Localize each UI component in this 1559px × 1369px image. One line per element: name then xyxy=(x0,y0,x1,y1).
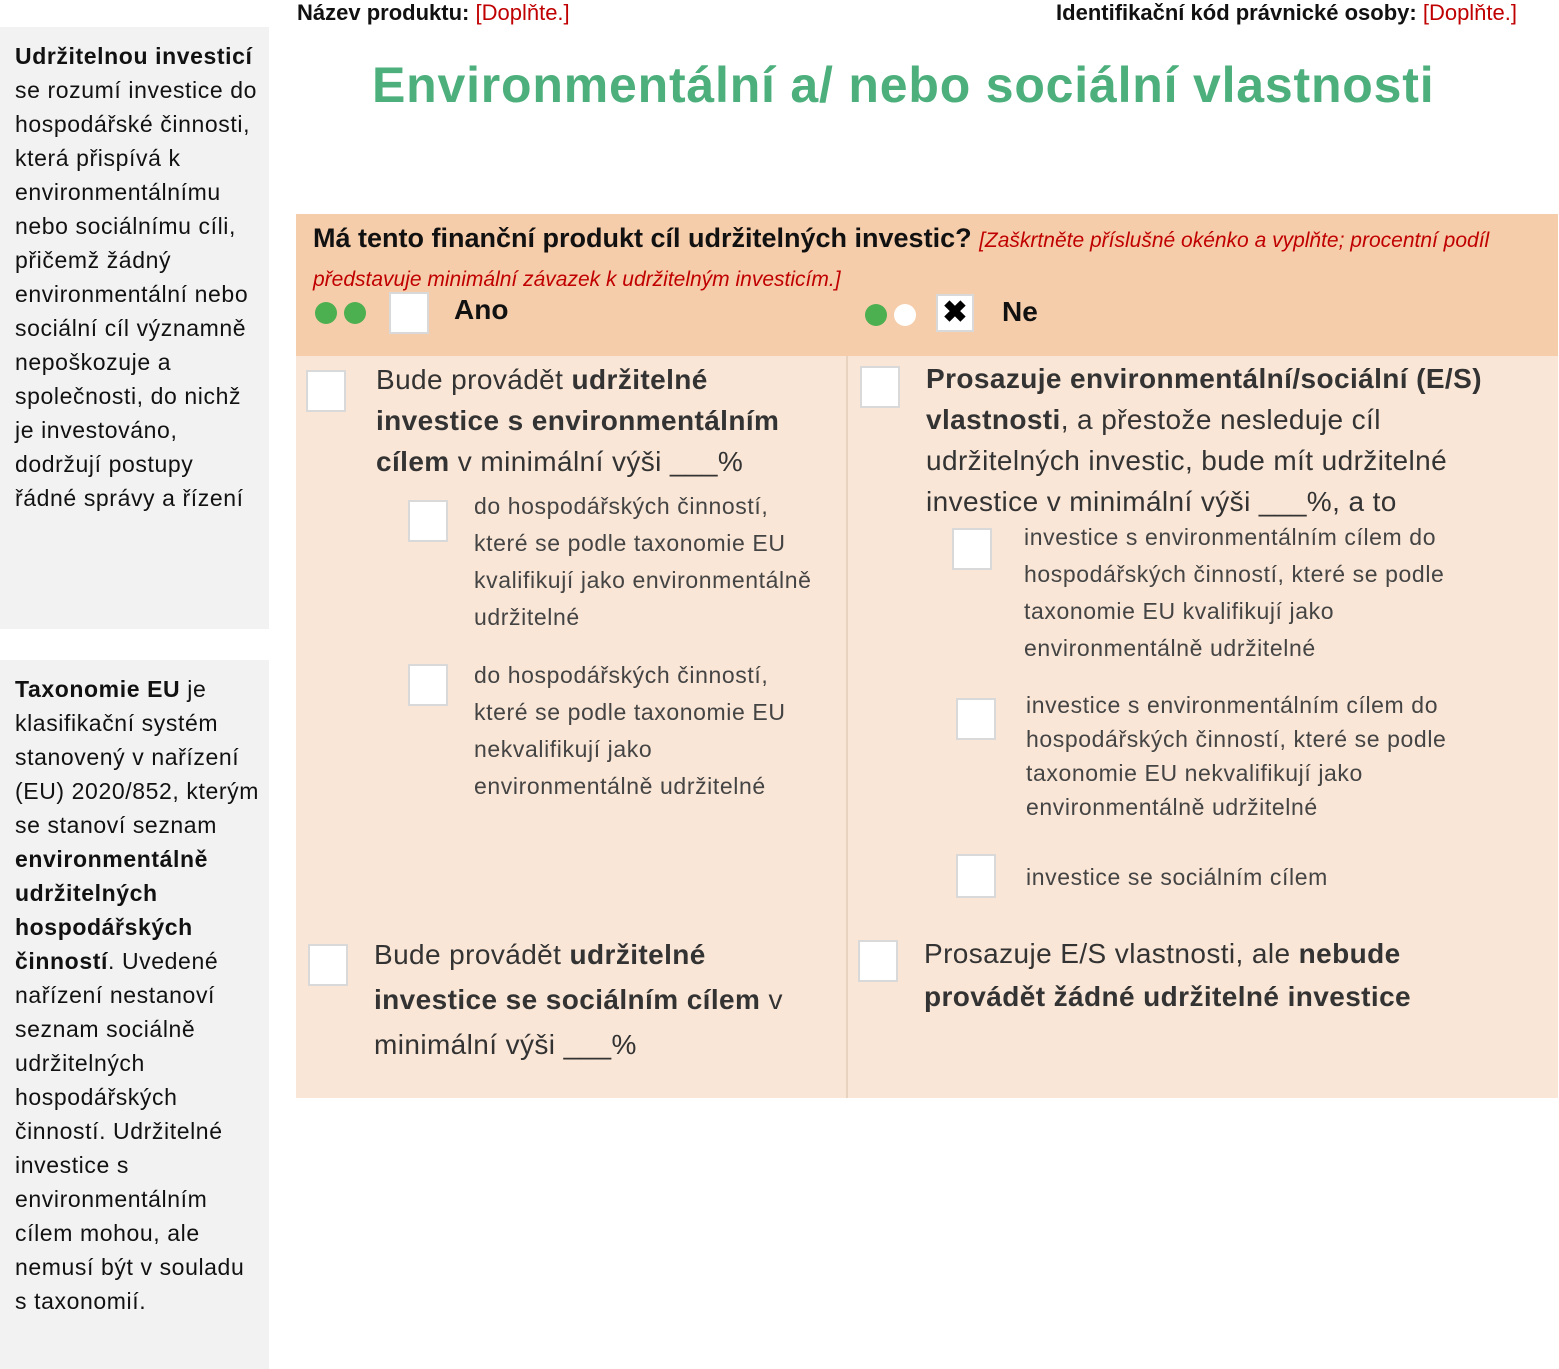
sidebar-term: Taxonomie EU xyxy=(15,676,181,702)
question-text xyxy=(313,220,1533,298)
promotes-es-checkbox[interactable] xyxy=(860,366,900,408)
white-dot-icon xyxy=(894,304,916,326)
promotes-es-bold: Prosazuje environmentální/sociální (E/S) vlastnosti xyxy=(926,363,1482,435)
es-social-objective-text: investice se sociálním cílem xyxy=(1026,864,1328,890)
es-env-not-taxonomy-aligned-text: investice s environmentálním cílem do hospodářských činností, které se podle taxonomie EU nekvalifikují jako environmentálně udržitelné xyxy=(1026,692,1447,820)
env-objective-pre: Bude provádět xyxy=(376,364,572,395)
yes-checkbox[interactable] xyxy=(389,292,429,334)
sidebar-definition-sustainable-investment xyxy=(0,27,269,629)
legal-entity-id-label: Identifikační kód právnické osoby: xyxy=(1056,0,1417,25)
product-name-label: Název produktu: xyxy=(297,0,470,25)
social-objective-text xyxy=(374,932,794,1067)
no-sustainable-investments-checkbox[interactable] xyxy=(858,940,898,982)
sidebar-term: environmentálně udržitelných hospodářských činností xyxy=(15,846,209,974)
product-name-field xyxy=(297,0,570,26)
es-env-not-taxonomy-aligned-checkbox[interactable] xyxy=(956,698,996,740)
promotes-es-text xyxy=(926,358,1526,522)
product-name-placeholder[interactable]: [Doplňte.] xyxy=(475,0,570,25)
env-not-taxonomy-aligned-text: do hospodářských činností, které se podle taxonomie EU nekvalifikují jako environmentálně udržitelné xyxy=(474,662,786,799)
legal-entity-id-field xyxy=(1056,0,1517,26)
no-sustainable-pre: Prosazuje E/S vlastnosti, ale xyxy=(924,938,1299,969)
check-mark-icon: ✖ xyxy=(942,296,968,329)
sidebar-definition: se rozumí investice do hospodářské činnosti, která přispívá k environmentálnímu nebo sociálnímu cíli, přičemž žádný environmentální nebo sociální cíl významně nepoškozuje a společnosti, do nichž je investováno, dodržují postupy řádné správy a řízení xyxy=(15,77,258,511)
no-sustainable-bold: nebude provádět žádné udržitelné investice xyxy=(924,938,1412,1012)
question-instruction: [Zaškrtněte příslušné okénko a vyplňte; procentní podíl představuje minimální závazek k udržitelným investicím.] xyxy=(313,229,1490,291)
yes-label: Ano xyxy=(454,294,509,325)
env-objective-bold: udržitelné investice s environmentálním cílem xyxy=(376,364,780,477)
env-not-taxonomy-aligned-checkbox[interactable] xyxy=(408,664,448,706)
no-checkbox[interactable] xyxy=(936,294,974,332)
es-social-objective-checkbox[interactable] xyxy=(956,854,996,898)
sustainable-objective-panel xyxy=(296,356,846,1098)
env-taxonomy-aligned-text: do hospodářských činností, které se podle taxonomie EU kvalifikují jako environmentálně udržitelné xyxy=(474,493,812,630)
green-dot-icon xyxy=(344,302,366,324)
green-dot-icon xyxy=(315,302,337,324)
sidebar-definition: je klasifikační systém stanovený v nařízení (EU) 2020/852, kterým se stanoví seznam xyxy=(15,676,259,838)
env-objective-post: v minimální výši ___% xyxy=(449,446,744,477)
env-taxonomy-aligned-checkbox[interactable] xyxy=(408,500,448,542)
question-band xyxy=(296,214,1558,356)
social-objective-pre: Bude provádět xyxy=(374,939,570,970)
no-sustainable-investments-text xyxy=(924,932,1524,1018)
social-objective-post: v minimální výši ___% xyxy=(374,984,783,1060)
question-title: Má tento finanční produkt cíl udržitelných investic? xyxy=(313,223,972,253)
promotes-es-post: , a přestože nesleduje cíl udržitelných investic, bude mít udržitelné investice v minimální výši ___%, a to xyxy=(926,404,1448,517)
page-title: Environmentální a/ nebo sociální vlastnosti xyxy=(372,57,1435,113)
sidebar-term: Udržitelnou investicí xyxy=(15,43,253,69)
es-env-taxonomy-aligned-text: investice s environmentálním cílem do hospodářských činností, které se podle taxonomie EU kvalifikují jako environmentálně udržitelné xyxy=(1024,524,1445,661)
no-label: Ne xyxy=(1002,296,1038,327)
es-characteristics-panel xyxy=(848,356,1558,1098)
es-env-taxonomy-aligned-checkbox[interactable] xyxy=(952,528,992,570)
sidebar-definition: . Uvedené nařízení nestanoví seznam sociálně udržitelných hospodářských činností. Udržitelné investice s environmentálním cílem mohou, ale nemusí být v souladu s taxonomií. xyxy=(15,948,245,1314)
env-objective-text xyxy=(376,359,816,482)
env-objective-checkbox[interactable] xyxy=(306,370,346,412)
green-dot-icon xyxy=(865,304,887,326)
social-objective-bold: udržitelné investice se sociálním cílem xyxy=(374,939,761,1015)
sidebar-definition-eu-taxonomy xyxy=(0,660,269,1369)
social-objective-checkbox[interactable] xyxy=(308,944,348,986)
legal-entity-id-placeholder[interactable]: [Doplňte.] xyxy=(1422,0,1517,25)
